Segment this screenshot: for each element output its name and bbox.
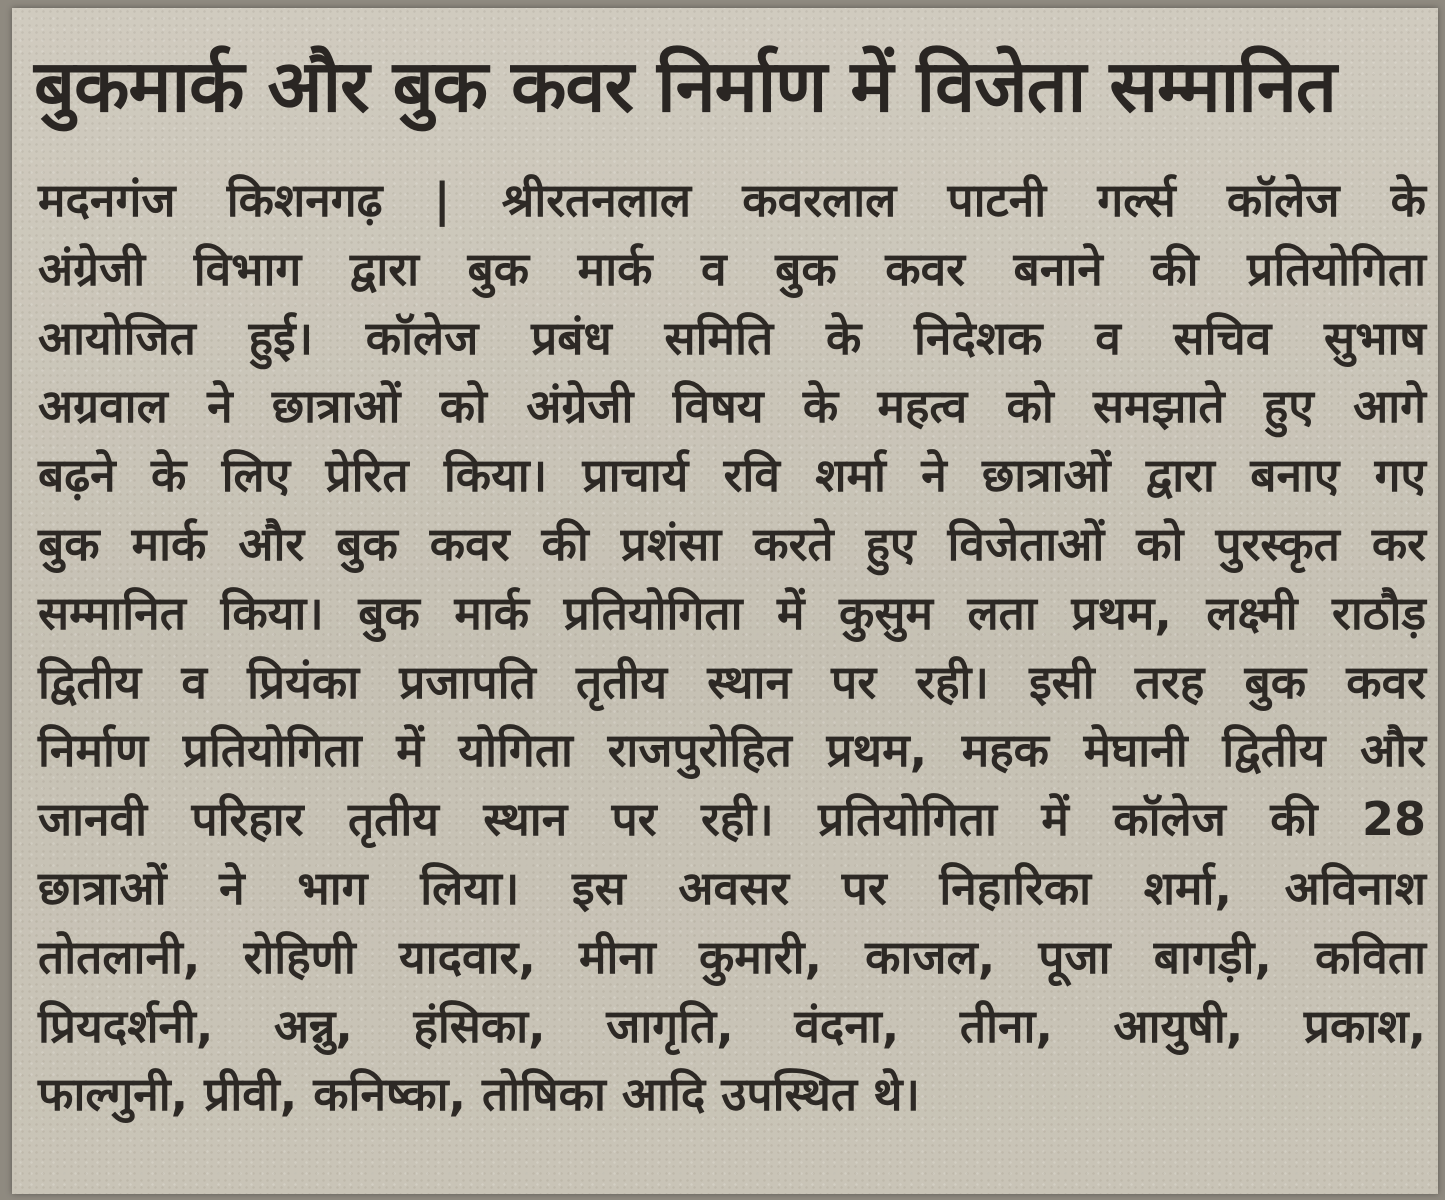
article-line-text: श्रीरतनलाल कवरलाल पाटनी गर्ल्स कॉलेज के bbox=[501, 173, 1426, 227]
article-line-11: छात्राओं ने भाग लिया। इस अवसर पर निहारिका शर्मा, अविनाश bbox=[38, 860, 1426, 915]
article-line-10: जानवी परिहार तृतीय स्थान पर रही। प्रतियोगिता में कॉलेज की 28 bbox=[38, 792, 1426, 847]
article-body bbox=[38, 166, 1426, 1129]
article-dateline: मदनगंज किशनगढ़ bbox=[38, 173, 383, 227]
newspaper-clipping bbox=[12, 8, 1438, 1194]
article-line-3: आयोजित हुई। कॉलेज प्रबंध समिति के निदेशक व सचिव सुभाष bbox=[38, 310, 1426, 365]
article-line-14: फाल्गुनी, प्रीवी, कनिष्का, तोषिका आदि उपस्थित थे। bbox=[38, 1067, 920, 1122]
article-line-7: सम्मानित किया। बुक मार्क प्रतियोगिता में कुसुम लता प्रथम, लक्ष्मी राठौड़ bbox=[38, 585, 1426, 640]
article-line-5: बढ़ने के लिए प्रेरित किया। प्राचार्य रवि शर्मा ने छात्राओं द्वारा बनाए गए bbox=[38, 448, 1426, 503]
article-line-2: अंग्रेजी विभाग द्वारा बुक मार्क व बुक कवर बनाने की प्रतियोगिता bbox=[38, 241, 1426, 296]
article-line-13: प्रियदर्शनी, अन्नु, हंसिका, जागृति, वंदना, तीना, आयुषी, प्रकाश, bbox=[38, 998, 1426, 1053]
article-line-6: बुक मार्क और बुक कवर की प्रशंसा करते हुए विजेताओं को पुरस्कृत कर bbox=[38, 516, 1426, 571]
article-line-9: निर्माण प्रतियोगिता में योगिता राजपुरोहित प्रथम, महक मेघानी द्वितीय और bbox=[38, 723, 1426, 778]
article-headline: बुकमार्क और बुक कवर निर्माण में विजेता सम्मानित bbox=[34, 44, 1336, 128]
dateline-separator: | bbox=[382, 173, 502, 227]
article-line-1 bbox=[38, 166, 1426, 235]
article-line-4: अग्रवाल ने छात्राओं को अंग्रेजी विषय के महत्व को समझाते हुए आगे bbox=[38, 379, 1426, 434]
article-line-8: द्वितीय व प्रियंका प्रजापति तृतीय स्थान पर रही। इसी तरह बुक कवर bbox=[38, 654, 1426, 709]
article-line-12: तोतलानी, रोहिणी यादवार, मीना कुमारी, काजल, पूजा बागड़ी, कविता bbox=[38, 929, 1426, 984]
